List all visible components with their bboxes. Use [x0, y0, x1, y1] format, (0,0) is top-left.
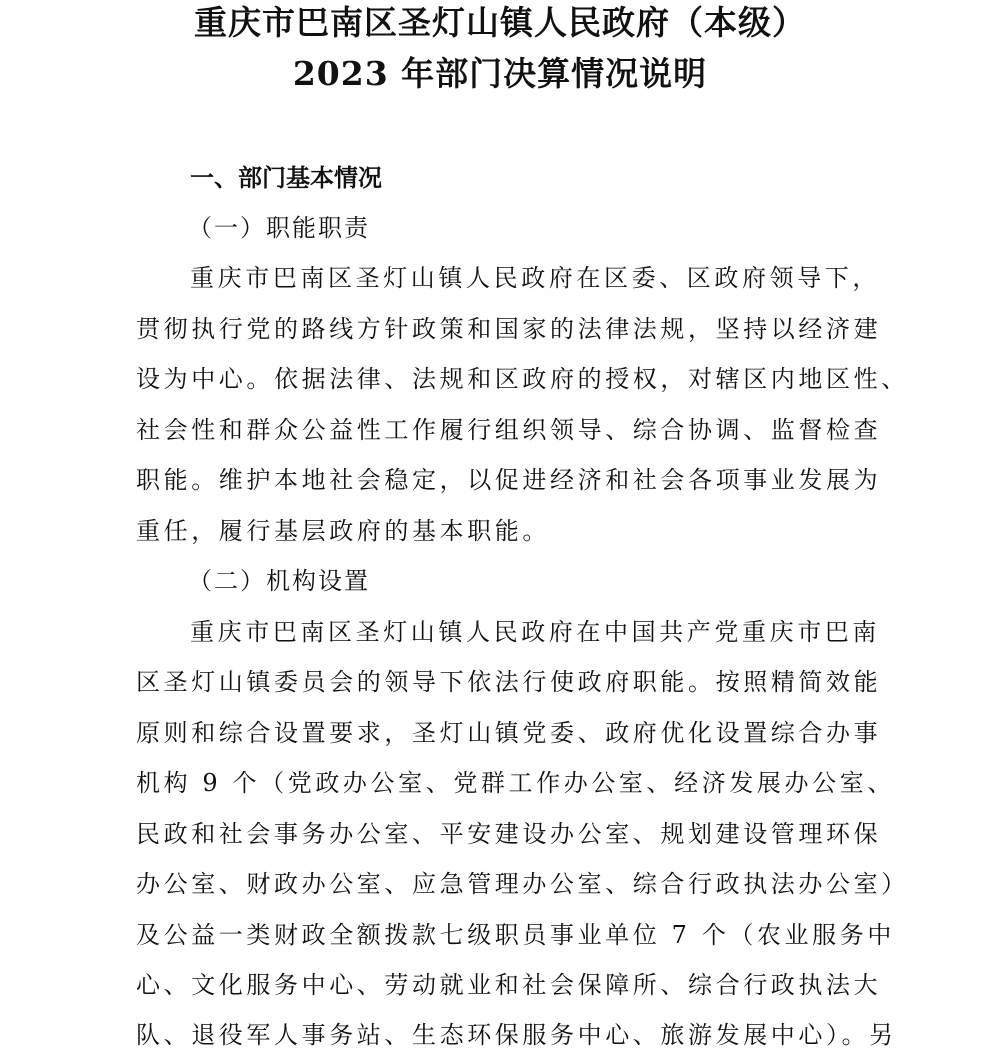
paragraph-1-line: 社会性和群众公益性工作履行组织领导、综合协调、监督检查: [136, 416, 882, 444]
paragraph-1-line: 设为中心。依据法律、法规和区政府的授权，对辖区内地区性、: [136, 365, 909, 393]
paragraph-2-line: 重庆市巴南区圣灯山镇人民政府在中国共产党重庆市巴南: [190, 618, 880, 646]
paragraph-2-line: 民政和社会事务办公室、平安建设办公室、规划建设管理环保: [136, 820, 882, 848]
subsection-heading-organization: （二）机构设置: [188, 567, 370, 595]
section-heading-basic-info: 一、部门基本情况: [190, 164, 382, 192]
paragraph-1-line: 贯彻执行党的路线方针政策和国家的法律法规，坚持以经济建: [136, 315, 882, 343]
paragraph-2-line: 心、文化服务中心、劳动就业和社会保障所、综合行政执法大: [136, 971, 882, 999]
subsection-heading-functions: （一）职能职责: [188, 214, 370, 242]
document-title-line-2: 2023 年部门决算情况说明: [292, 54, 708, 93]
paragraph-2-line: 区圣灯山镇委员会的领导下依法行使政府职能。按照精简效能: [136, 668, 882, 696]
paragraph-2-line: 队、退役军人事务站、生态环保服务中心、旅游发展中心）。另: [136, 1021, 897, 1049]
document-title-line-1: 重庆市巴南区圣灯山镇人民政府（本级）: [194, 3, 806, 42]
paragraph-1-line: 重庆市巴南区圣灯山镇人民政府在区委、区政府领导下，: [190, 264, 880, 292]
paragraph-1-line: 职能。维护本地社会稳定，以促进经济和社会各项事业发展为: [136, 466, 882, 494]
paragraph-2-line: 机构 9 个（党政办公室、党群工作办公室、经济发展办公室、: [136, 769, 895, 797]
paragraph-2-line: 办公室、财政办公室、应急管理办公室、综合行政执法办公室）: [136, 870, 909, 898]
paragraph-1-line: 重任，履行基层政府的基本职能。: [136, 517, 550, 545]
paragraph-2-line: 原则和综合设置要求，圣灯山镇党委、政府优化设置综合办事: [136, 719, 882, 747]
paragraph-2-line: 及公益一类财政全额拨款七级职员事业单位 7 个（农业服务中: [136, 921, 895, 949]
